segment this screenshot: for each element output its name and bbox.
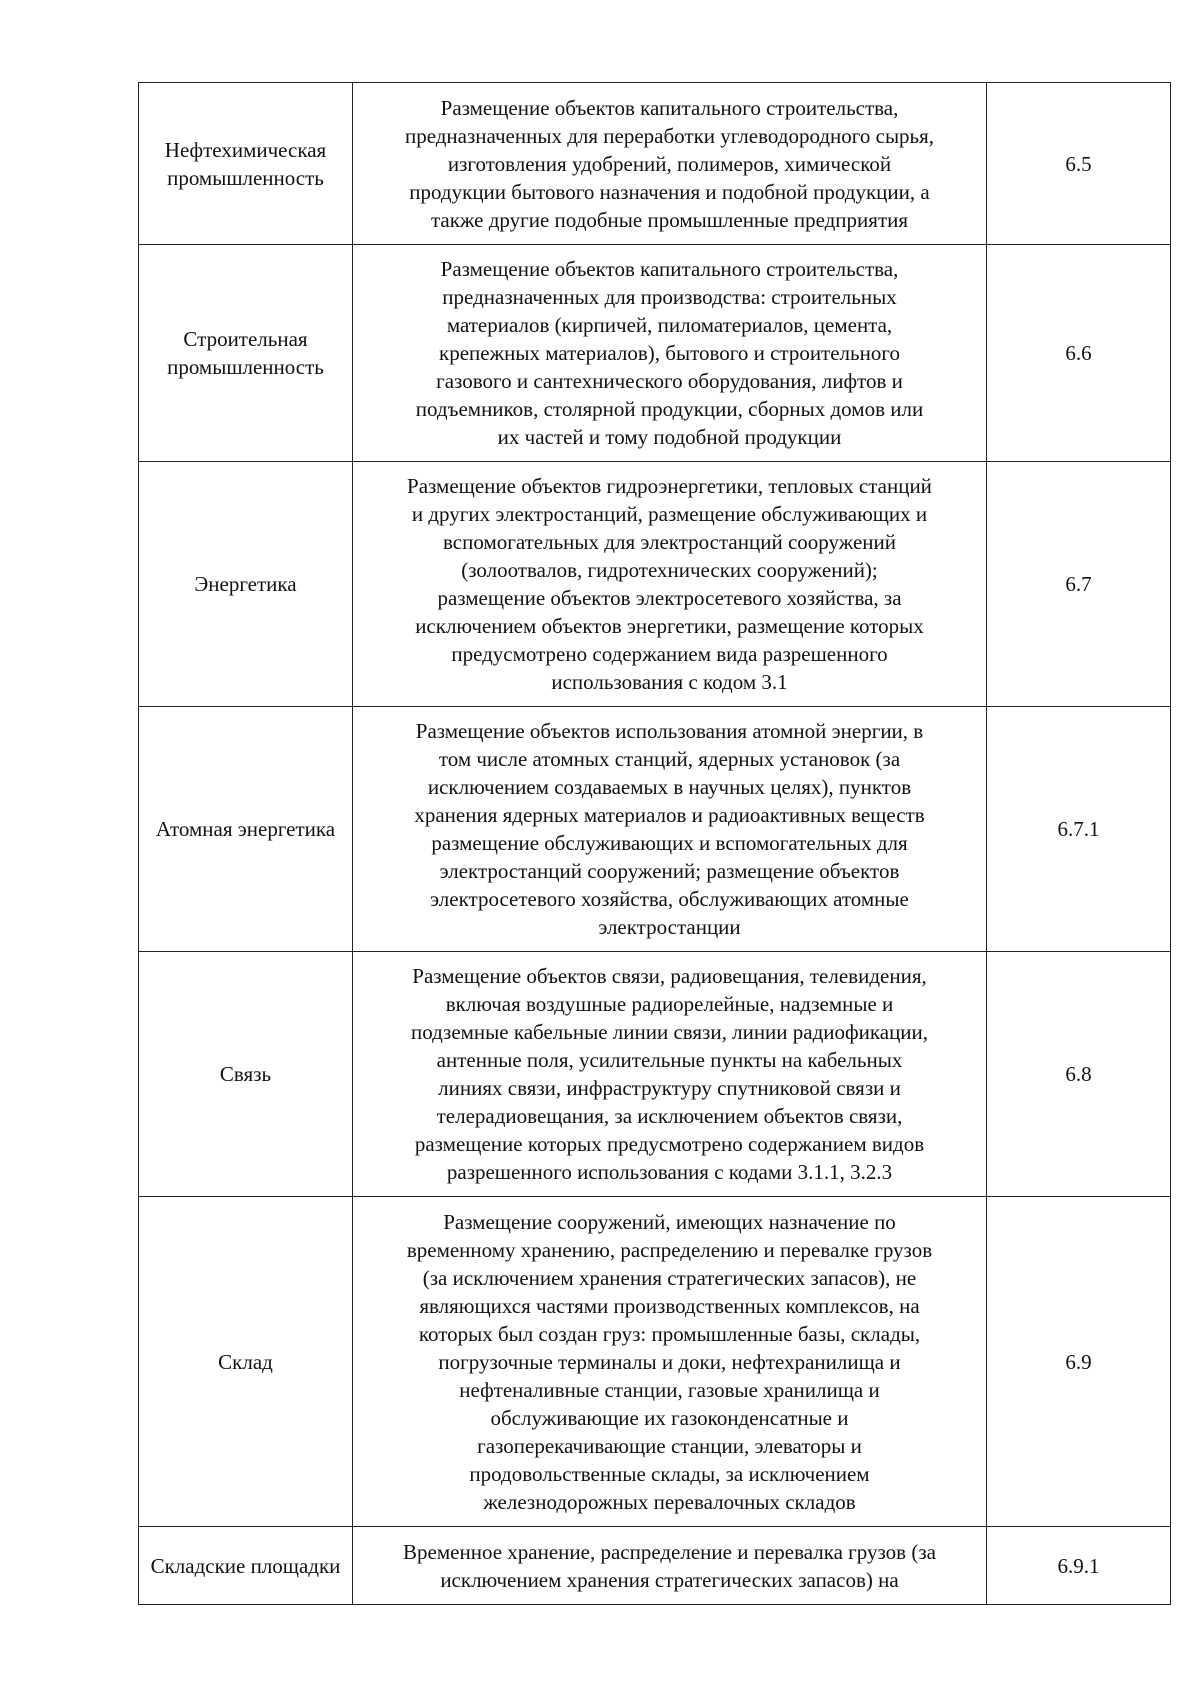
use-description-cell: Размещение объектов гидроэнергетики, тепловых станций и других электростанций, размещение обслуживающих и вспомогательных для электростанций сооружений (золоотвалов, гидротехнических сооружений); размещение объектов электросетевого хозяйства, за исключением объектов энергетики, размещение которых предусмотрено содержанием вида разрешенного использования с кодом 3.1: [353, 462, 987, 707]
use-description-cell: Размещение объектов капитального строительства, предназначенных для производства: строительных материалов (кирпичей, пиломатериалов, цемента, крепежных материалов), бытового и строительного газового и сантехнического оборудования, лифтов и подъемников, столярной продукции, сборных домов или их частей и тому подобной продукции: [353, 245, 987, 462]
use-code-cell: 6.7.1: [987, 707, 1171, 952]
use-name-cell: Связь: [139, 952, 353, 1197]
use-name-cell: Энергетика: [139, 462, 353, 707]
table-row: [139, 245, 1171, 462]
use-description-cell: Размещение объектов капитального строительства, предназначенных для переработки углеводородного сырья, изготовления удобрений, полимеров, химической продукции бытового назначения и подобной продукции, а также другие подобные промышленные предприятия: [353, 83, 987, 245]
land-use-table: [138, 82, 1171, 1605]
use-code-cell: 6.9.1: [987, 1527, 1171, 1605]
table-row: [139, 1197, 1171, 1527]
table-row: [139, 462, 1171, 707]
use-description-cell: Размещение объектов использования атомной энергии, в том числе атомных станций, ядерных установок (за исключением создаваемых в научных целях), пунктов хранения ядерных материалов и радиоактивных веществ размещение обслуживающих и вспомогательных для электростанций сооружений; размещение объектов электросетевого хозяйства, обслуживающих атомные электростанции: [353, 707, 987, 952]
use-code-cell: 6.8: [987, 952, 1171, 1197]
use-name-cell: Атомная энергетика: [139, 707, 353, 952]
table-row: [139, 83, 1171, 245]
use-code-cell: 6.6: [987, 245, 1171, 462]
use-name-cell: Строительная промышленность: [139, 245, 353, 462]
use-name-cell: Складские площадки: [139, 1527, 353, 1605]
use-code-cell: 6.7: [987, 462, 1171, 707]
use-name-cell: Нефтехимическая промышленность: [139, 83, 353, 245]
use-description-cell: Размещение сооружений, имеющих назначение по временному хранению, распределению и перевалке грузов (за исключением хранения стратегических запасов), не являющихся частями производственных комплексов, на которых был создан груз: промышленные базы, склады, погрузочные терминалы и доки, нефтехранилища и нефтеналивные станции, газовые хранилища и обслуживающие их газоконденсатные и газоперекачивающие станции, элеваторы и продовольственные склады, за исключением железнодорожных перевалочных складов: [353, 1197, 987, 1527]
table-row: [139, 1527, 1171, 1605]
use-description-cell: Размещение объектов связи, радиовещания, телевидения, включая воздушные радиорелейные, надземные и подземные кабельные линии связи, линии радиофикации, антенные поля, усилительные пункты на кабельных линиях связи, инфраструктуру спутниковой связи и телерадиовещания, за исключением объектов связи, размещение которых предусмотрено содержанием видов разрешенного использования с кодами 3.1.1, 3.2.3: [353, 952, 987, 1197]
use-code-cell: 6.5: [987, 83, 1171, 245]
table-row: [139, 707, 1171, 952]
use-code-cell: 6.9: [987, 1197, 1171, 1527]
table-row: [139, 952, 1171, 1197]
use-description-cell: Временное хранение, распределение и перевалка грузов (за исключением хранения стратегических запасов) на: [353, 1527, 987, 1605]
use-name-cell: Склад: [139, 1197, 353, 1527]
